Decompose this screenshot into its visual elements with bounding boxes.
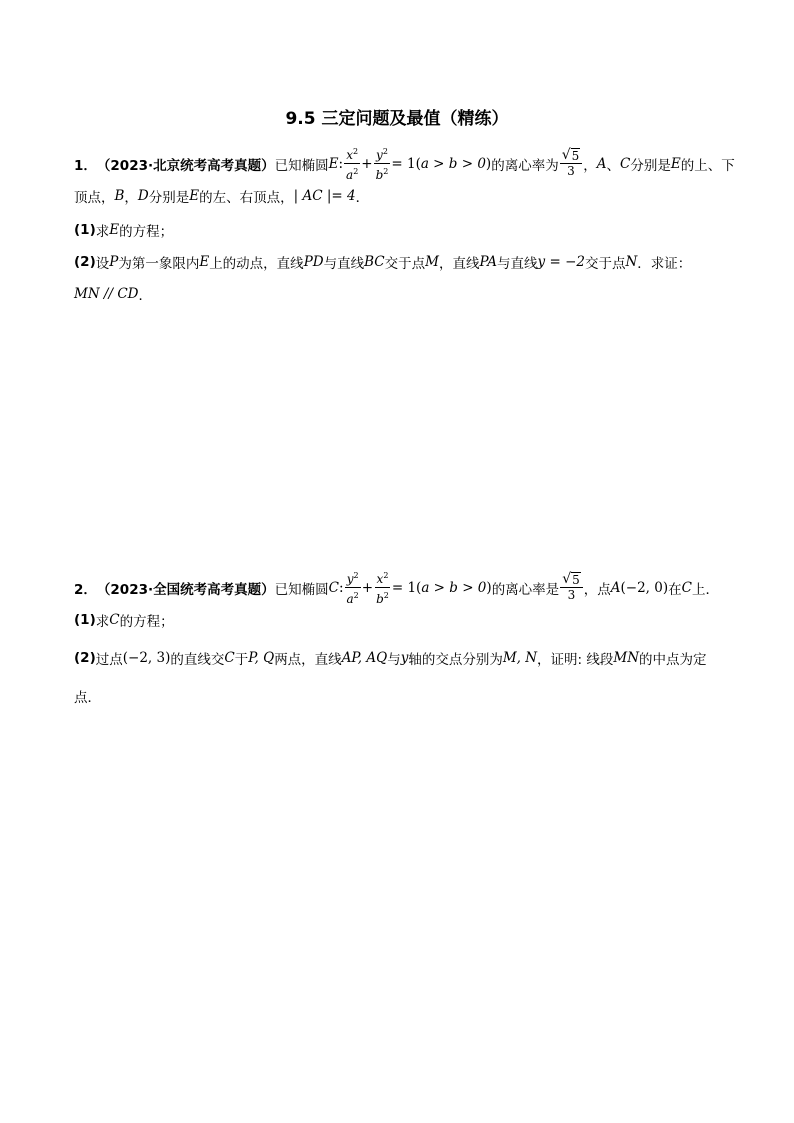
q2-part-2-cont: 点． bbox=[74, 690, 101, 706]
q2-condition: a > b > 0 bbox=[421, 579, 487, 596]
q2-fixed-point: (−2, 3) bbox=[122, 650, 171, 666]
q1-fraction-x: $\frac{x^2}{a^2}$ bbox=[344, 144, 360, 183]
q1-line-2: 顶点， B ， D 分别是 E 的左、右顶点， | AC |= 4 ． bbox=[74, 188, 370, 206]
q1-source: （2023·北京统考高考真题） bbox=[96, 157, 275, 174]
q2-fraction-x: $\frac{x^2}{b^2}$ bbox=[374, 568, 391, 607]
q1-ellipse-name: E bbox=[328, 155, 339, 172]
q1-condition: a > b > 0 bbox=[420, 155, 486, 172]
q1-ac-length: | AC |= 4 bbox=[293, 188, 356, 204]
q1-eccentricity-text: 的离心率为 bbox=[491, 157, 559, 174]
q2-part-2: (2) 过点 (−2, 3) 的直线交 C 于 P, Q 两点，直线 AP, AQ 与 y 轴的交点分别为 M, N ，证明: 线段 MN 的中点为定 bbox=[74, 650, 707, 668]
q2-intro: 已知椭圆 bbox=[274, 581, 329, 598]
q2-point-a-coord: (−2, 0) bbox=[620, 579, 669, 596]
q1-equation-rhs: = 1( bbox=[391, 155, 421, 172]
q1-part-2-cont: MN // CD ． bbox=[74, 286, 152, 304]
page-title: 9.5 三定问题及最值（精练） bbox=[285, 109, 509, 129]
q1-eccentricity-value: √ 5 3 bbox=[560, 148, 583, 179]
q1-number: 1． bbox=[74, 157, 97, 174]
q1-conclusion: MN // CD bbox=[74, 286, 139, 302]
q2-fraction-y: $\frac{y^2}{a^2}$ bbox=[345, 568, 361, 607]
q1-point-c: C bbox=[620, 155, 631, 172]
q1-part-1: (1) 求 E 的方程； bbox=[74, 222, 174, 240]
q2-source: （2023·全国统考高考真题） bbox=[96, 581, 275, 598]
q1-line-1: 1． （2023·北京统考高考真题） 已知椭圆 E : $\frac{x^2}{a^2}$ + $\frac{y^2}{b^2}$ = 1( a > b > 0 ) 的离心率为 √ 5 3 ， A 、 C 分别是 E 的上、下 bbox=[74, 144, 735, 183]
q2-part-1: (1) 求 C 的方程； bbox=[74, 612, 174, 630]
q2-ellipse-name: C bbox=[328, 579, 339, 596]
q2-line-1: 2． （2023·全国统考高考真题） 已知椭圆 C : $\frac{y^2}{a^2}$ + $\frac{x^2}{b^2}$ = 1( a > b > 0 ) 的离心率是 √ 5 3 ，点 A (−2, 0) 在 C 上． bbox=[74, 568, 719, 607]
q2-eccentricity-text: 的离心率是 bbox=[491, 581, 560, 598]
q1-part-2: (2) 设 P 为第一象限内 E 上的动点，直线 PD 与直线 BC 交于点 M ，直线 PA 与直线 y = −2 交于点 N ．求证： bbox=[74, 254, 692, 272]
q2-number: 2． bbox=[74, 581, 97, 598]
q2-point-a: A bbox=[610, 579, 621, 596]
q1-point-b: B bbox=[114, 188, 125, 204]
q1-point-a: A bbox=[596, 155, 607, 172]
q2-equation-rhs: = 1( bbox=[391, 579, 422, 596]
q1-fraction-y: $\frac{y^2}{b^2}$ bbox=[374, 144, 391, 183]
q2-eccentricity-value: √ 5 3 bbox=[560, 572, 583, 603]
q1-point-d: D bbox=[137, 188, 149, 204]
q1-intro: 已知椭圆 bbox=[274, 157, 329, 174]
